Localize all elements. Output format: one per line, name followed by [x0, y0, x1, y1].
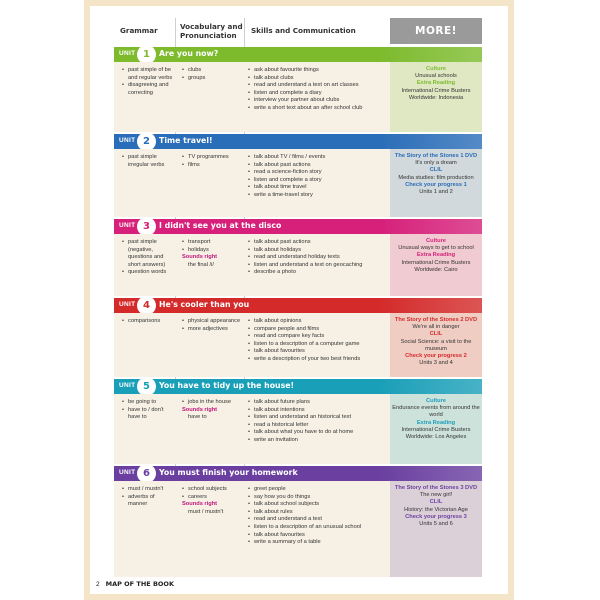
sounds-right-label: Sounds right: [182, 254, 218, 261]
unit-body: [114, 234, 482, 296]
skills-item: • listen to a description of an unusual school: [248, 524, 390, 532]
skills-item: • talk about school subjects: [248, 501, 390, 509]
more-text: International Crime Busters: [401, 87, 471, 94]
more-heading: CLIL: [429, 331, 443, 338]
vocab-item: • more adjectives: [182, 326, 244, 334]
more-text: The new girl!: [419, 492, 453, 499]
skills-cell: [248, 239, 390, 277]
skills-item: • read and compare key facts: [248, 333, 390, 341]
skills-item: • greet people: [248, 486, 390, 494]
header-skills: Skills and Communication: [251, 26, 356, 35]
unit-label: UNIT: [119, 382, 136, 389]
unit-label: UNIT: [119, 469, 136, 476]
unit-title-bar: [114, 47, 482, 62]
vocab-cell: [182, 399, 244, 422]
grammar-list: [122, 318, 174, 326]
vocab-cell: [182, 318, 244, 333]
skills-item: • talk about intentions: [248, 407, 390, 415]
more-text: Worldwide: Cairo: [414, 266, 458, 273]
more-text: History: the Victorian Age: [404, 506, 468, 513]
grammar-cell: [122, 399, 174, 422]
more-cell: [390, 62, 482, 132]
more-heading: CLIL: [429, 499, 443, 506]
skills-item: • read a historical letter: [248, 422, 390, 430]
page-number: 2: [96, 581, 100, 588]
more-text: Unusual ways to get to school: [398, 245, 474, 252]
skills-item: • write a summary of a table: [248, 539, 390, 547]
skills-cell: [248, 399, 390, 445]
unit-section: [114, 298, 482, 377]
skills-list: [248, 67, 390, 113]
unit-title: Time travel!: [159, 136, 213, 145]
more-heading: Check your progress 1: [405, 181, 467, 188]
unit-label: UNIT: [119, 137, 136, 144]
footer-label: MAP OF THE BOOK: [105, 580, 174, 588]
unit-title-bar: [114, 379, 482, 394]
skills-item: • interview your partner about clubs: [248, 97, 390, 105]
vocab-item: • physical appearance: [182, 318, 244, 326]
unit-number: 1: [137, 45, 156, 64]
skills-item: • read and understand a text on art classes: [248, 82, 390, 90]
vocab-cell: [182, 239, 244, 269]
unit-title-bar: [114, 298, 482, 313]
grammar-item: • question words: [122, 269, 174, 277]
vocab-cell: [182, 154, 244, 169]
skills-item: • talk about past actions: [248, 239, 390, 247]
unit-body: [114, 394, 482, 464]
unit-title-bar: [114, 219, 482, 234]
skills-item: • talk about past actions: [248, 162, 390, 170]
more-heading: The Story of the Stones 2 DVD: [394, 317, 478, 323]
header-more: MORE!: [390, 18, 482, 44]
grammar-item: • comparisons: [122, 318, 174, 326]
vocab-cell: [182, 67, 244, 82]
vocab-item: • school subjects: [182, 486, 244, 494]
unit-section: [114, 134, 482, 217]
vocab-list: [182, 154, 244, 169]
unit-label: UNIT: [119, 50, 136, 57]
more-cell: [390, 481, 482, 577]
more-text: International Crime Busters: [401, 426, 471, 433]
more-heading: Culture: [426, 398, 446, 404]
unit-label: UNIT: [119, 222, 136, 229]
grammar-item: • must / mustn't: [122, 486, 174, 494]
header-vocab: Vocabulary and Pronunciation: [180, 22, 243, 40]
vocab-item: • clubs: [182, 67, 244, 75]
skills-item: • compare people and films: [248, 326, 390, 334]
unit-title-bar: [114, 466, 482, 481]
unit-number: 2: [137, 132, 156, 151]
grammar-list: [122, 399, 174, 422]
unit-number: 4: [137, 296, 156, 315]
unit-title: He's cooler than you: [159, 300, 250, 309]
unit-title: Are you now?: [159, 49, 219, 58]
grammar-item: • be going to: [122, 399, 174, 407]
skills-item: • talk about what you have to do at home: [248, 429, 390, 437]
grammar-list: [122, 239, 174, 277]
unit-title: You have to tidy up the house!: [159, 381, 295, 390]
grammar-item: • adverbs of manner: [122, 494, 174, 509]
unit-number: 6: [137, 464, 156, 483]
skills-list: [248, 399, 390, 445]
skills-item: • talk about clubs: [248, 75, 390, 83]
skills-item: • read and understand a text: [248, 516, 390, 524]
unit-section: [114, 466, 482, 577]
skills-cell: [248, 154, 390, 200]
more-cell: [390, 234, 482, 296]
more-heading: Check your progress 2: [405, 353, 467, 360]
grammar-list: [122, 154, 174, 169]
skills-list: [248, 239, 390, 277]
unit-body: [114, 313, 482, 377]
sounds-right-label: Sounds right: [182, 501, 218, 508]
more-heading: Culture: [426, 66, 446, 72]
skills-item: • write a short text about an after school club: [248, 105, 390, 113]
grammar-item: • disagreeing and correcting: [122, 82, 174, 97]
footer: [96, 580, 174, 588]
skills-list: [248, 318, 390, 364]
skills-item: • listen and complete a diary: [248, 90, 390, 98]
more-cell: [390, 313, 482, 377]
vocab-list: [182, 239, 244, 254]
sounds-right-value: must / mustn't: [188, 508, 224, 515]
more-text: Units 1 and 2: [419, 189, 453, 196]
more-text: We're all in danger: [412, 324, 460, 331]
more-heading: CLIL: [429, 167, 443, 174]
unit-title-bar: [114, 134, 482, 149]
more-text: International Crime Busters: [401, 259, 471, 266]
more-heading: The Story of the Stones 1 DVD: [394, 153, 478, 159]
skills-item: • say how you do things: [248, 494, 390, 502]
skills-list: [248, 154, 390, 200]
skills-item: • describe a photo: [248, 269, 390, 277]
vocab-list: [182, 399, 244, 407]
skills-item: • write an invitation: [248, 437, 390, 445]
more-text: Units 3 and 4: [419, 360, 453, 367]
vocab-item: • TV programmes: [182, 154, 244, 162]
skills-item: • read a science-fiction story: [248, 169, 390, 177]
sounds-right-value: have to: [188, 414, 207, 421]
vocab-item: • careers: [182, 494, 244, 502]
more-cell: [390, 394, 482, 464]
unit-body: [114, 481, 482, 577]
more-text: Worldwide: Indonesia: [408, 94, 464, 101]
vocab-cell: [182, 486, 244, 516]
skills-cell: [248, 67, 390, 113]
skills-item: • talk about favourites: [248, 348, 390, 356]
unit-section: [114, 47, 482, 132]
skills-item: • ask about favourite things: [248, 67, 390, 75]
unit-body: [114, 149, 482, 217]
grammar-item: • past simple of be and regular verbs: [122, 67, 174, 82]
unit-section: [114, 379, 482, 464]
more-heading: Extra Reading: [416, 419, 456, 426]
more-heading: Check your progress 3: [405, 513, 467, 520]
more-text: Units 5 and 6: [419, 521, 453, 528]
more-cell: [390, 149, 482, 217]
grammar-cell: [122, 318, 174, 326]
more-text: Media studies: film production: [398, 174, 474, 181]
more-heading: Extra Reading: [416, 80, 456, 87]
unit-section: [114, 219, 482, 296]
header-grammar: Grammar: [120, 26, 158, 35]
unit-label: UNIT: [119, 301, 136, 308]
skills-item: • talk about future plans: [248, 399, 390, 407]
sounds-right-label: Sounds right: [182, 406, 218, 413]
skills-cell: [248, 318, 390, 364]
grammar-cell: [122, 239, 174, 277]
grammar-cell: [122, 154, 174, 169]
vocab-item: • jobs in the house: [182, 399, 244, 407]
grammar-item: • past simple irregular verbs: [122, 154, 174, 169]
more-heading: The Story of the Stones 3 DVD: [394, 485, 478, 491]
grammar-item: • have to / don't have to: [122, 407, 174, 422]
skills-item: • write a time-travel story: [248, 192, 390, 200]
skills-item: • talk about favourites: [248, 532, 390, 540]
unit-body: [114, 62, 482, 132]
more-heading: Culture: [426, 238, 446, 244]
vocab-item: • groups: [182, 75, 244, 83]
skills-item: • talk about time travel: [248, 184, 390, 192]
unit-title: I didn't see you at the disco: [159, 221, 282, 230]
grammar-list: [122, 486, 174, 509]
more-heading: Extra Reading: [416, 252, 456, 259]
vocab-list: [182, 486, 244, 501]
skills-item: • talk about TV / films / events: [248, 154, 390, 162]
more-text: Worldwide: Los Angeles: [405, 434, 467, 441]
skills-item: • listen to a description of a computer game: [248, 341, 390, 349]
sounds-right-value: the final /i/: [188, 261, 214, 268]
unit-title: You must finish your homework: [159, 468, 298, 477]
skills-item: • talk about holidays: [248, 247, 390, 255]
grammar-cell: [122, 486, 174, 509]
vocab-list: [182, 67, 244, 82]
more-text: Endurance events from around the world: [392, 405, 480, 419]
vocab-item: • transport: [182, 239, 244, 247]
skills-item: • listen and understand a text on geocaching: [248, 262, 390, 270]
vocab-list: [182, 318, 244, 333]
unit-number: 3: [137, 217, 156, 236]
more-text: It's only a dream: [415, 160, 457, 167]
unit-number: 5: [137, 377, 156, 396]
skills-list: [248, 486, 390, 547]
skills-item: • write a description of your two best friends: [248, 356, 390, 364]
more-text: Unusual schools: [415, 73, 457, 80]
skills-cell: [248, 486, 390, 547]
vocab-item: • films: [182, 162, 244, 170]
vocab-item: • holidays: [182, 247, 244, 255]
skills-item: • talk about opinions: [248, 318, 390, 326]
more-text: Social Science: a visit to the museum: [400, 338, 472, 352]
grammar-list: [122, 67, 174, 97]
skills-item: • talk about rules: [248, 509, 390, 517]
skills-item: • read and understand holiday texts: [248, 254, 390, 262]
grammar-cell: [122, 67, 174, 97]
skills-item: • listen and understand an historical text: [248, 414, 390, 422]
grammar-item: • past simple (negative, questions and short answers): [122, 239, 174, 269]
skills-item: • listen and complete a story: [248, 177, 390, 185]
